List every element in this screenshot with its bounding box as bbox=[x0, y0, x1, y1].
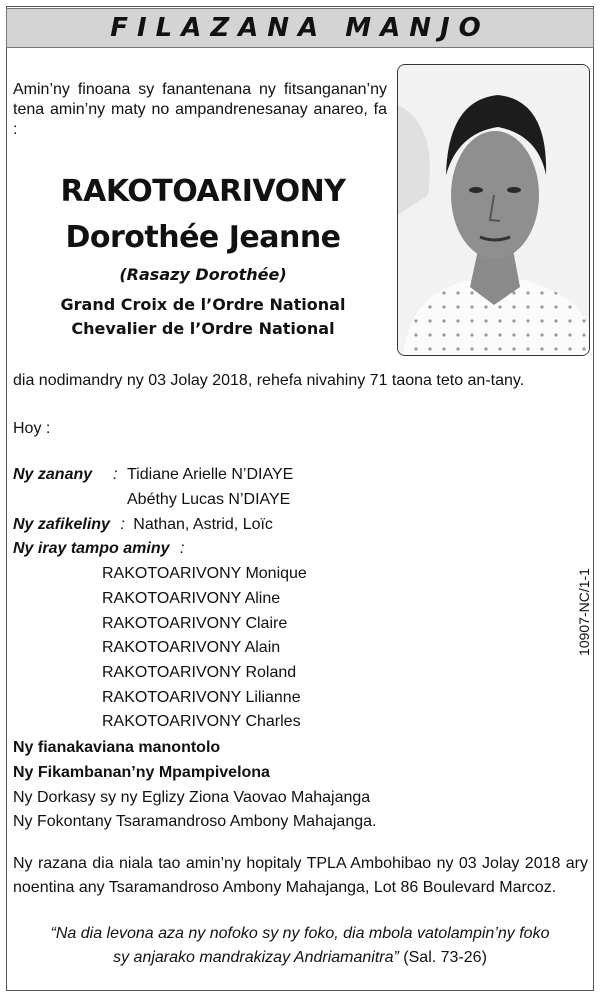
relatives-label: Ny fianakaviana manontolo bbox=[13, 739, 221, 756]
deceased-surname: RAKOTOARIVONY bbox=[60, 174, 346, 209]
sibling-item: RAKOTOARIVONY Claire bbox=[102, 615, 288, 632]
sibling-item: RAKOTOARIVONY Lilianne bbox=[102, 689, 301, 706]
quote-reference: (Sal. 73-26) bbox=[403, 949, 487, 966]
sibling-item: RAKOTOARIVONY Charles bbox=[102, 713, 301, 730]
child-1: Tidiane Arielle N’DIAYE bbox=[127, 466, 294, 483]
header-title: FILAZANA MANJO bbox=[110, 13, 490, 43]
deceased-alias: (Rasazy Dorothée) bbox=[119, 265, 287, 284]
grandchildren-row: Ny zafikeliny : Nathan, Astrid, Loïc bbox=[13, 516, 273, 533]
intro-text: Amin’ny finoana sy fanantenana ny fitsanganan’ny tena amin’ny maty no ampandrenesanay anareo, fa : bbox=[13, 81, 387, 138]
grandchildren-names: Nathan, Astrid, Loïc bbox=[133, 516, 273, 533]
children-label: Ny zanany bbox=[13, 466, 93, 483]
fokontany-line: Ny Fokontany Tsaramandroso Ambony Mahajanga. bbox=[13, 813, 377, 830]
sibling-item: RAKOTOARIVONY Monique bbox=[102, 565, 307, 582]
quote-line-1: “Na dia levona aza ny nofoko sy ny foko, dia mbola vatolampin’ny foko bbox=[50, 925, 550, 942]
portrait-photo-icon bbox=[397, 64, 590, 356]
sibling-item: RAKOTOARIVONY Aline bbox=[102, 590, 281, 607]
reference-code: 10907-NC/1-1 bbox=[576, 568, 592, 656]
death-statement: dia nodimandry ny 03 Jolay 2018, rehefa nivahiny 71 taona teto an-tany. bbox=[13, 372, 525, 389]
scripture-quote bbox=[20, 922, 580, 970]
grandchildren-label: Ny zafikeliny bbox=[13, 516, 110, 533]
siblings-label: Ny iray tampo aminy bbox=[13, 540, 170, 557]
quote-line-2: sy anjarako mandrakizay Andriamanitra” bbox=[113, 949, 399, 966]
deceased-given-names: Dorothée Jeanne bbox=[65, 220, 341, 255]
church-line: Ny Dorkasy sy ny Eglizy Ziona Vaovao Mahajanga bbox=[13, 789, 371, 806]
hoy-label: Hoy : bbox=[13, 420, 51, 437]
children-colon: : bbox=[113, 466, 118, 483]
sibling-item: RAKOTOARIVONY Alain bbox=[102, 639, 281, 656]
children-row bbox=[13, 463, 591, 487]
siblings-row: Ny iray tampo aminy : bbox=[13, 540, 185, 557]
funeral-notice: Ny razana dia niala tao amin’ny hopitaly TPLA Ambohibao ny 03 Jolay 2018 ary noentina any Tsaramandroso Ambony Mahajanga, Lot 86 Boulevard Marcoz. bbox=[13, 855, 588, 896]
association-label: Ny Fikambanan’ny Mpampivelona bbox=[13, 764, 270, 781]
child-2: Abéthy Lucas N’DIAYE bbox=[127, 491, 291, 508]
sibling-item: RAKOTOARIVONY Roland bbox=[102, 664, 297, 681]
deceased-honor-2: Chevalier de l’Ordre National bbox=[71, 319, 335, 338]
deceased-honor-1: Grand Croix de l’Ordre National bbox=[60, 295, 346, 314]
header-banner bbox=[6, 8, 594, 48]
